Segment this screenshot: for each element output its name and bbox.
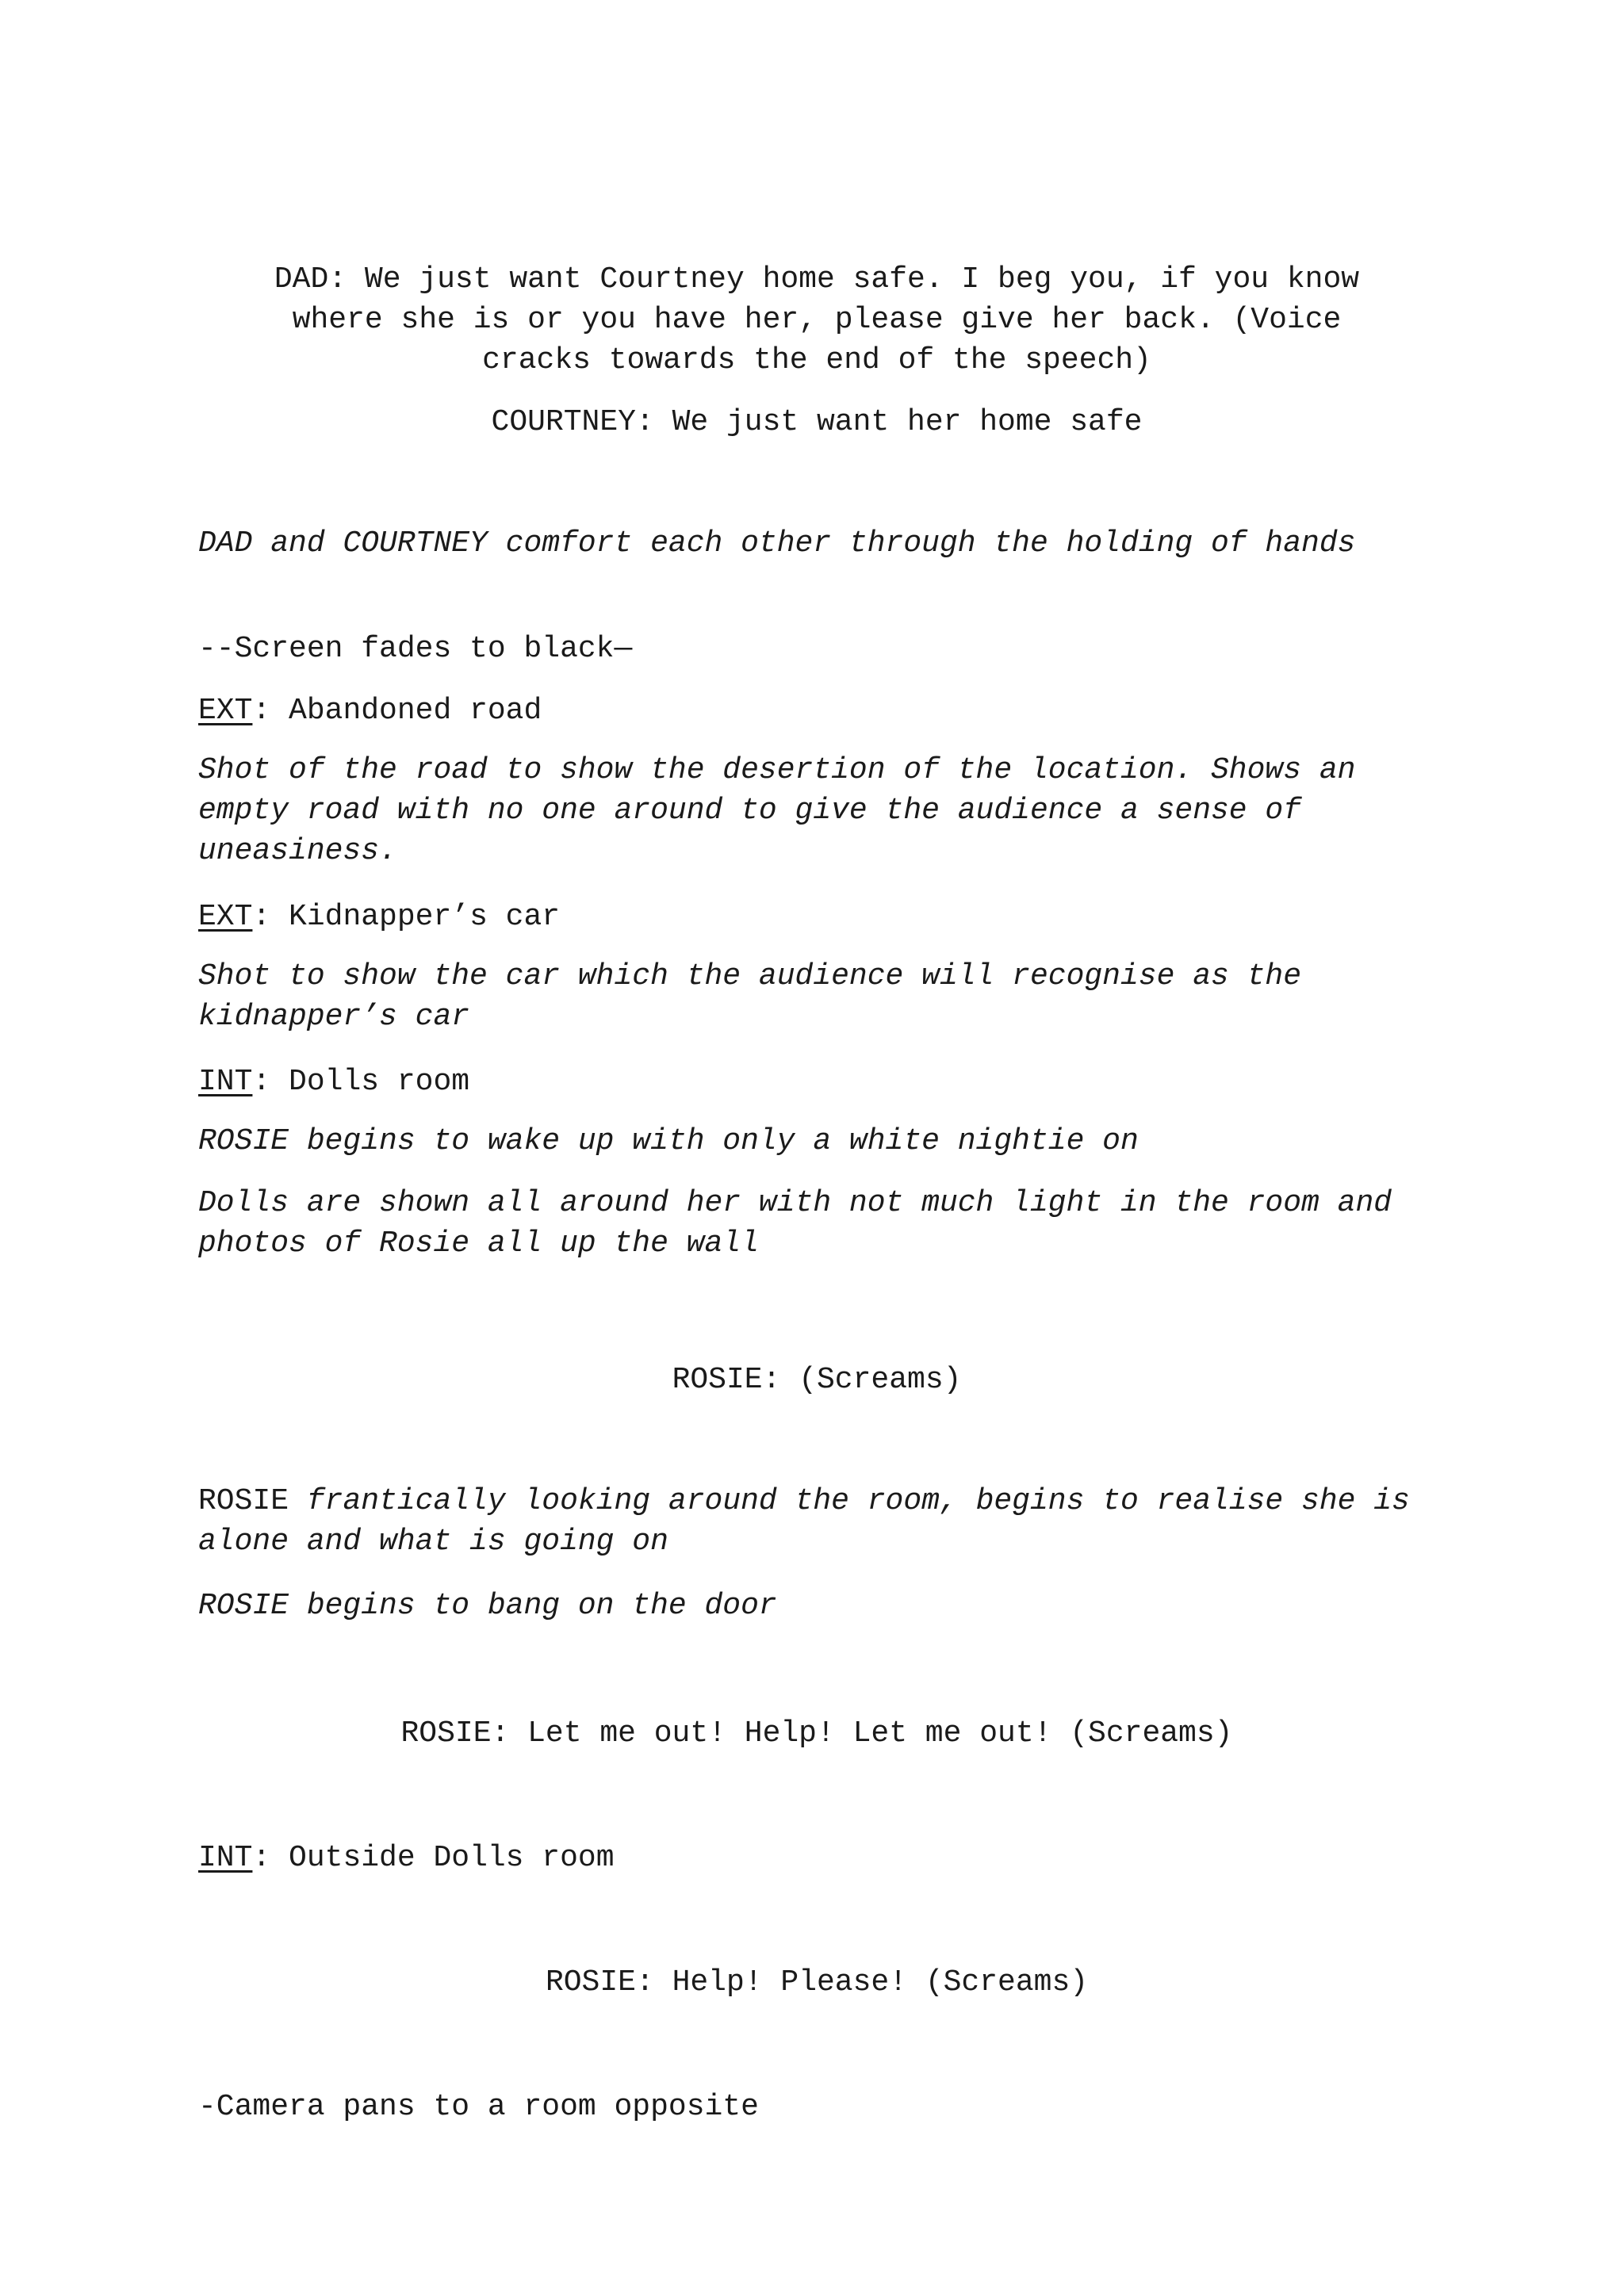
- comfort-direction: DAD and COURTNEY comfort each other through the holding of hands: [198, 526, 1356, 561]
- scene-heading-outside-dolls-room: [198, 1838, 1435, 1878]
- wake-direction: ROSIE begins to wake up with only a white nightie on: [198, 1124, 1139, 1158]
- scene-heading-prefix: EXT: [198, 694, 253, 728]
- frantic-action: frantically looking around the room, begins to realise she is alone and what is going on: [198, 1484, 1410, 1559]
- bang-direction: ROSIE begins to bang on the door: [198, 1589, 777, 1623]
- fade-transition: --Screen fades to black—: [198, 632, 633, 666]
- scene-heading-prefix: INT: [198, 1841, 253, 1875]
- scene-heading-location: : Dolls room: [252, 1065, 470, 1099]
- car-direction: Shot to show the car which the audience will recognise as the kidnapper’s car: [198, 959, 1302, 1034]
- dolls-direction: Dolls are shown all around her with not much light in the room and photos of Rosie all up the wall: [198, 1186, 1392, 1261]
- scene-heading-dolls-room: [198, 1062, 1435, 1102]
- scene-heading-prefix: INT: [198, 1065, 253, 1099]
- road-direction: Shot of the road to show the desertion of the location. Shows an empty road with no one around to give the audience a sense of uneasiness.: [198, 753, 1356, 868]
- scene-heading-prefix: EXT: [198, 900, 253, 934]
- scene-heading-kidnappers-car: [198, 897, 1435, 937]
- courtney-dialogue: COURTNEY: We just want her home safe: [491, 405, 1143, 439]
- character-name: ROSIE: [198, 1484, 289, 1518]
- dad-dialogue-line: cracks towards the end of the speech): [482, 343, 1151, 377]
- scene-heading-location: : Kidnapper’s car: [252, 900, 561, 934]
- scene-heading-abandoned-road: [198, 691, 1435, 731]
- dad-dialogue-line: DAD: We just want Courtney home safe. I beg you, if you know: [274, 262, 1360, 297]
- dad-dialogue-line: where she is or you have her, please give her back. (Voice: [292, 303, 1342, 337]
- rosie-let-me-out-dialogue: ROSIE: Let me out! Help! Let me out! (Screams): [400, 1716, 1233, 1751]
- rosie-help-dialogue: ROSIE: Help! Please! (Screams): [545, 1965, 1089, 1999]
- scene-heading-location: : Outside Dolls room: [252, 1841, 615, 1875]
- camera-direction: -Camera pans to a room opposite: [198, 2090, 759, 2124]
- rosie-scream-dialogue: ROSIE: (Screams): [672, 1363, 962, 1397]
- scene-heading-location: : Abandoned road: [252, 694, 542, 728]
- dad-dialogue: [198, 259, 1435, 381]
- frantic-direction: [198, 1481, 1435, 1562]
